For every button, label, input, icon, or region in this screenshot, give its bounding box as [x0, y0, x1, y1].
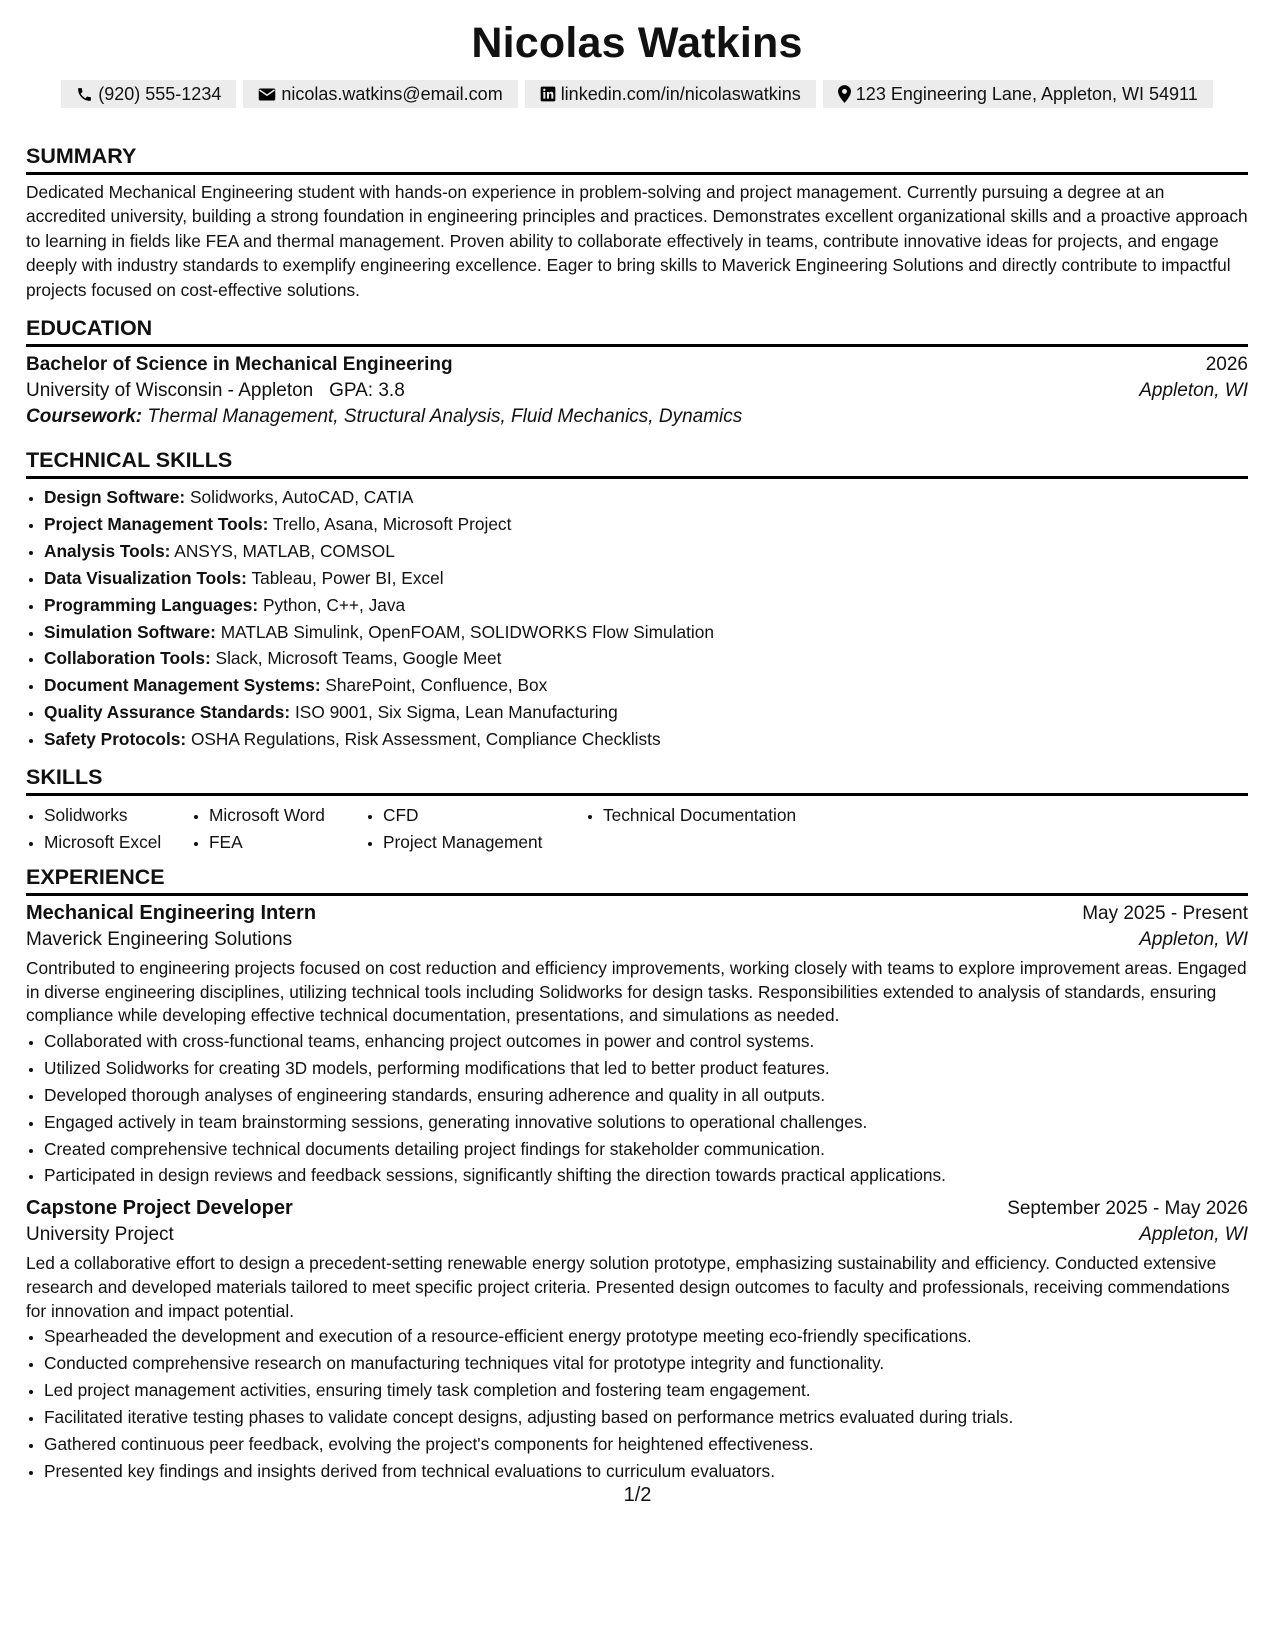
skills-grid — [26, 802, 1248, 855]
job-bullets — [26, 1028, 1248, 1189]
technical-skill-item — [44, 645, 1248, 672]
technical-skill-value: Solidworks, AutoCAD, CATIA — [189, 487, 414, 508]
technical-skill-value: MATLAB Simulink, OpenFOAM, SOLIDWORKS Flow Simulation — [220, 621, 714, 642]
technical-skill-item — [44, 672, 1248, 699]
job-org: Maverick Engineering Solutions — [26, 929, 293, 951]
technical-skill-item — [44, 565, 1248, 592]
job-bullets — [26, 1323, 1248, 1484]
job-bullet: • Led project management activities, ensuring timely task completion and fostering team engagement. — [44, 1377, 1248, 1404]
envelope-icon — [258, 87, 276, 102]
technical-skill-label: Safety Protocols: — [44, 729, 187, 750]
school-location: Appleton, WI — [1139, 380, 1248, 402]
skill-item: • Technical Documentation — [603, 802, 845, 829]
technical-skill-item — [44, 726, 1248, 753]
contact-phone[interactable] — [61, 80, 236, 108]
technical-skill-value: Python, C++, Java — [262, 594, 406, 615]
contact-bar — [26, 80, 1248, 108]
skill-item: • FEA — [209, 829, 365, 856]
summary-heading: SUMMARY — [26, 142, 1248, 175]
job-org-row — [26, 929, 1248, 951]
contact-email[interactable] — [243, 80, 517, 108]
job-role: Mechanical Engineering Intern — [26, 902, 317, 925]
technical-skill-label: Programming Languages: — [44, 594, 259, 615]
education-section — [26, 314, 1248, 428]
technical-skill-value: ANSYS, MATLAB, COMSOL — [174, 540, 395, 561]
technical-skill-label: Analysis Tools: — [44, 540, 171, 561]
technical-skill-value: Tableau, Power BI, Excel — [251, 567, 444, 588]
job-bullet: • Facilitated iterative testing phases to validate concept designs, adjusting based on performance metrics evaluated during trials. — [44, 1404, 1248, 1431]
technical-skill-item — [44, 592, 1248, 619]
job-header-row — [26, 902, 1248, 925]
skill-item: • Microsoft Word — [209, 802, 365, 829]
technical-skill-item — [44, 538, 1248, 565]
job-description: Contributed to engineering projects focused on cost reduction and efficiency improvements, working closely with teams to explore improvement areas. Engaged in diverse engineering disciplines, utilizing technical tools including Solidworks for design tasks. Responsibilities extended to analysis of standards, ensuring compliance while developing effective technical documentation, presentations, and simulations as needed. — [26, 958, 1247, 1026]
job-location: Appleton, WI — [1139, 1224, 1248, 1246]
technical-skills-list — [26, 484, 1248, 753]
skill-item: • CFD — [383, 802, 585, 829]
technical-skill-value: ISO 9001, Six Sigma, Lean Manufacturing — [295, 702, 618, 723]
job-dates: May 2025 - Present — [1082, 903, 1248, 925]
contact-email-text: nicolas.watkins@email.com — [281, 84, 503, 104]
job-entry — [26, 902, 1248, 1189]
experience-section — [26, 863, 1248, 1484]
job-dates: September 2025 - May 2026 — [1007, 1198, 1248, 1220]
job-role: Capstone Project Developer — [26, 1197, 293, 1220]
skills-column — [191, 802, 365, 855]
job-bullet: • Gathered continuous peer feedback, evolving the project's components for heightened effectiveness. — [44, 1431, 1248, 1458]
job-org-row — [26, 1224, 1248, 1246]
skill-item: • Solidworks — [44, 802, 191, 829]
job-description: Led a collaborative effort to design a precedent-setting renewable energy solution prototype, emphasizing sustainability and efficiency. Conducted extensive research and developed materials tailored to meet specific project criteria. Presented design outcomes to faculty and professionals, receiving commendations for innovation and impact potential. — [26, 1253, 1230, 1321]
job-org: University Project — [26, 1224, 174, 1246]
job-bullet: • Utilized Solidworks for creating 3D models, performing modifications that led to better product features. — [44, 1055, 1248, 1082]
summary-text: Dedicated Mechanical Engineering student with hands-on experience in problem-solving and project management. Currently pursuing a degree at an accredited university, building a strong foundation in engineering principles and practices. Demonstrates excellent organizational skills and a proactive approach to learning in fields like FEA and thermal management. Proven ability to collaborate effectively in teams, contribute innovative ideas for projects, and engage deeply with industry standards to exemplify engineering excellence. Eager to bring skills to Maverick Engineering Solutions and directly contribute to impactful projects focused on cost-effective solutions. — [26, 182, 1248, 300]
page-indicator: 1/2 — [623, 1484, 652, 1506]
technical-skill-value: Trello, Asana, Microsoft Project — [272, 513, 512, 534]
coursework-label: Coursework: — [26, 406, 143, 428]
school-name: University of Wisconsin - Appleton — [26, 380, 314, 402]
job-bullet: • Presented key findings and insights derived from technical evaluations to curriculum evaluators. — [44, 1458, 1248, 1485]
technical-skill-label: Quality Assurance Standards: — [44, 702, 291, 723]
experience-heading: EXPERIENCE — [26, 863, 1248, 896]
technical-skill-value: Slack, Microsoft Teams, Google Meet — [215, 648, 502, 669]
education-school-row — [26, 380, 1248, 402]
technical-skill-label: Simulation Software: — [44, 621, 216, 642]
technical-skill-label: Design Software: — [44, 487, 186, 508]
technical-skill-label: Project Management Tools: — [44, 513, 269, 534]
linkedin-icon — [540, 86, 556, 102]
gpa: GPA: 3.8 — [329, 380, 405, 402]
map-pin-icon — [838, 85, 851, 103]
job-header-row — [26, 1197, 1248, 1220]
technical-skill-item — [44, 484, 1248, 511]
contact-linkedin-text: linkedin.com/in/nicolaswatkins — [560, 84, 801, 104]
job-bullet: • Developed thorough analyses of engineering standards, ensuring adherence and quality in all outputs. — [44, 1082, 1248, 1109]
technical-skill-item — [44, 619, 1248, 646]
technical-skill-value: SharePoint, Confluence, Box — [325, 675, 548, 696]
job-location: Appleton, WI — [1139, 929, 1248, 951]
job-bullet: • Collaborated with cross-functional teams, enhancing project outcomes in power and control systems. — [44, 1028, 1248, 1055]
technical-skill-value: OSHA Regulations, Risk Assessment, Compliance Checklists — [190, 729, 661, 750]
job-bullet: • Conducted comprehensive research on manufacturing techniques vital for prototype integrity and functionality. — [44, 1350, 1248, 1377]
technical-skill-label: Document Management Systems: — [44, 675, 321, 696]
technical-skill-label: Data Visualization Tools: — [44, 567, 247, 588]
education-degree-row — [26, 354, 1248, 376]
job-bullet: • Spearheaded the development and execution of a resource-efficient energy prototype meeting eco-friendly specifications. — [44, 1323, 1248, 1350]
summary-section — [26, 142, 1248, 302]
technical-skills-heading: TECHNICAL SKILLS — [26, 446, 1248, 479]
skills-column — [26, 802, 191, 855]
contact-linkedin[interactable] — [525, 80, 816, 108]
job-bullet: • Participated in design reviews and feedback sessions, significantly shifting the direction towards practical applications. — [44, 1162, 1248, 1189]
technical-skill-item — [44, 699, 1248, 726]
job-entry — [26, 1197, 1248, 1484]
skills-section — [26, 763, 1248, 855]
job-bullet: • Engaged actively in team brainstorming sessions, generating innovative solutions to operational challenges. — [44, 1109, 1248, 1136]
contact-address — [823, 80, 1213, 108]
skills-column — [585, 802, 845, 855]
school-line — [26, 380, 405, 402]
skill-item: • Microsoft Excel — [44, 829, 191, 856]
degree-title: Bachelor of Science in Mechanical Engineering — [26, 354, 453, 376]
technical-skill-label: Collaboration Tools: — [44, 648, 211, 669]
technical-skill-item — [44, 511, 1248, 538]
candidate-name: Nicolas Watkins — [471, 19, 803, 67]
job-bullet: • Created comprehensive technical documents detailing project findings for stakeholder communication. — [44, 1136, 1248, 1163]
education-heading: EDUCATION — [26, 314, 1248, 347]
skills-column — [365, 802, 585, 855]
graduation-year: 2026 — [1205, 354, 1248, 376]
skill-item: • Project Management — [383, 829, 585, 856]
phone-icon — [76, 86, 93, 103]
contact-address-text: 123 Engineering Lane, Appleton, WI 54911 — [855, 84, 1198, 104]
technical-skills-section — [26, 446, 1248, 753]
skills-heading: SKILLS — [26, 763, 1248, 796]
contact-phone-text: (920) 555-1234 — [98, 84, 222, 104]
coursework-list: Thermal Management, Structural Analysis, Fluid Mechanics, Dynamics — [147, 406, 743, 428]
coursework-line — [26, 406, 1248, 428]
resume-page — [26, 18, 1248, 1485]
